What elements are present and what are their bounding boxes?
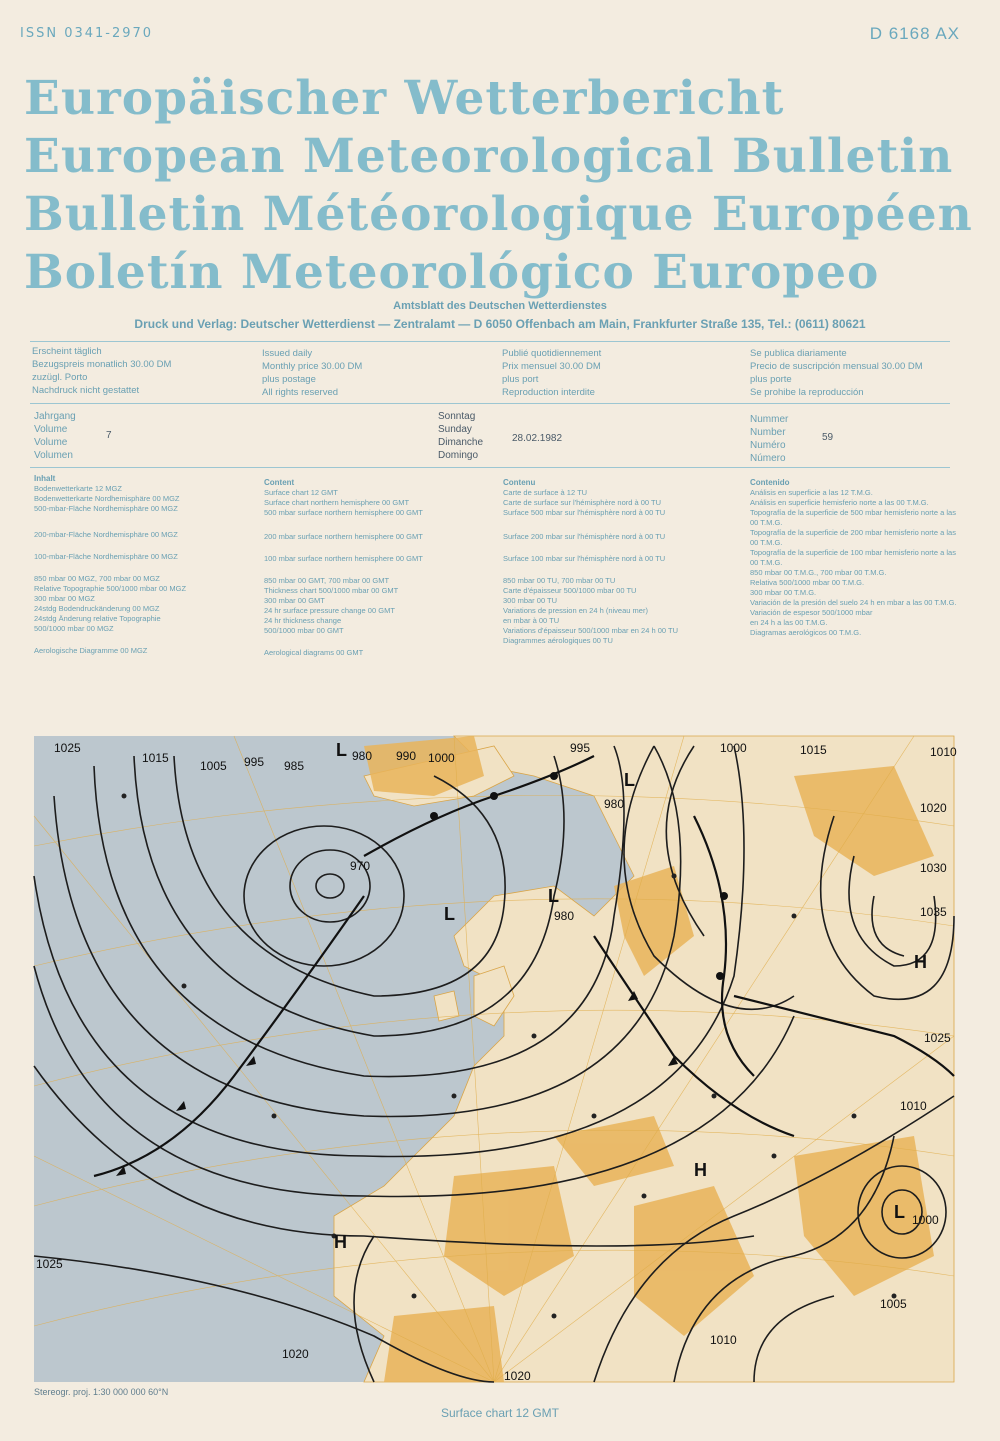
occluded-front-bump [720, 892, 728, 900]
title-german: Europäischer Wetterbericht [24, 71, 785, 126]
divider [30, 341, 950, 342]
isobar-label: 1025 [54, 741, 81, 755]
contents-fr: Contenu Carte de surface à 12 TU Carte de surface sur l'hémisphère nord à 00 TU Surface 500 mbar sur l'hémisphère nord à 00 TU Surface 200 mbar sur l'hémisphère nord à 00 TU Surface 100 mbar sur l'hémisphère nord à 00 TU 850 mbar 00 TU, 700 mbar 00 TU Carte d'épaisseur 500/1000 mbar 00 TU 300 mbar 00 TU Variations de pression en 24 h (niveau mer) en mbar à 00 TU Variations d'épaisseur 500/1000 mbar en 24 h 00 TU Diagrammes aérologiques 00 TU [503, 478, 679, 645]
title-spanish: Boletín Meteorológico Europeo [24, 245, 880, 300]
low-pressure-center: L [894, 1202, 905, 1222]
isobar-label: 1000 [912, 1213, 939, 1227]
publication-code: D 6168 AX [869, 24, 960, 43]
isobar-label: 980 [604, 797, 625, 811]
isobar-label: 1010 [930, 745, 957, 759]
issn: ISSN 0341-2970 [20, 26, 154, 41]
surface-weather-map [34, 736, 957, 1383]
contents-es: Contenido Análisis en superficie a las 12 T.M.G. Análisis en superficie hemisferio norte a las 00 T.M.G. Topografía de la superficie de 500 mbar hemisferio norte a las 00 T.M.G. Topografía de la superficie de 200 mbar hemisferio norte a las 00 T.M.G. Topografía de la superficie de 100 mbar hemisferio norte a las 00 T.M.G. 850 mbar 00 T.M.G., 700 mbar 00 T.M.G. Relativa 500/1000 mbar 00 T.M.G. 300 mbar 00 T.M.G. Variación de la presión del suelo 24 h en mbar a las 00 T.M.G. Variación de espesor 500/1000 mbar en 24 h a las 00 T.M.G. Diagramas aerológicos 00 T.M.G. [750, 478, 957, 637]
isobar-label: 1020 [282, 1347, 309, 1361]
isobar-label: 995 [570, 741, 591, 755]
station-marker [122, 794, 127, 799]
station-marker [672, 874, 677, 879]
isobar-label: 980 [554, 909, 575, 923]
station-marker [412, 1294, 417, 1299]
station-marker [642, 1194, 647, 1199]
low-pressure-center: L [548, 886, 559, 906]
isobar-label: 1015 [142, 751, 169, 765]
issue-number: 59 [822, 432, 834, 443]
map-projection: Stereogr. proj. 1:30 000 000 60°N [34, 1387, 169, 1397]
station-marker [272, 1114, 277, 1119]
number-labels: Nummer Number Numéro Número [750, 414, 789, 464]
contents-de: Inhalt Bodenwetterkarte 12 MGZ Bodenwetterkarte Nordhemisphäre 00 MGZ 500-mbar-Fläche Nordhemisphäre 00 MGZ 200-mbar-Fläche Nordhemisphäre 00 MGZ 100-mbar-Fläche Nordhemisphäre 00 MGZ 850 mbar 00 MGZ, 700 mbar 00 MGZ Relative Topographie 500/1000 mbar 00 MGZ 300 mbar 00 MGZ 24stdg Bodendruckänderung 00 MGZ 24stdg Änderung relative Topographie 500/1000 mbar 00 MGZ Aerologische Diagramme 00 MGZ [34, 474, 187, 655]
isobar-label: 1010 [710, 1333, 737, 1347]
isobar-label: 970 [350, 859, 371, 873]
occluded-front-bump [716, 972, 724, 980]
title-english: European Meteorological Bulletin [24, 129, 954, 184]
subscription-en: Issued daily Monthly price 30.00 DM plus postage All rights reserved [262, 348, 363, 398]
station-marker [772, 1154, 777, 1159]
isobar-label: 1000 [720, 741, 747, 755]
volume-labels: Jahrgang Volume Volume Volumen [34, 411, 76, 461]
low-pressure-center: L [336, 740, 347, 760]
isobar-label: 980 [352, 749, 373, 763]
isobar-label: 1025 [36, 1257, 63, 1271]
isobar-label: 1010 [900, 1099, 927, 1113]
isobar-label: 1020 [504, 1369, 531, 1383]
warm-front-bump [490, 792, 498, 800]
warm-front-bump [550, 772, 558, 780]
station-marker [452, 1094, 457, 1099]
isobar-label: 1030 [920, 861, 947, 875]
volume-value: 7 [106, 430, 112, 441]
high-pressure-center: H [694, 1160, 707, 1180]
publisher-address: Druck und Verlag: Deutscher Wetterdienst — Zentralamt — D 6050 Offenbach am Main, Frankfurter Straße 135, Tel.: (0611) 80621 [134, 317, 866, 331]
title-french: Bulletin Météorologique Européen [24, 187, 973, 242]
high-pressure-center: H [334, 1232, 347, 1252]
isobar-label: 985 [284, 759, 305, 773]
isobar-label: 1025 [924, 1031, 951, 1045]
station-marker [182, 984, 187, 989]
station-marker [532, 1034, 537, 1039]
isobar-label: 1020 [920, 801, 947, 815]
station-marker [852, 1114, 857, 1119]
contents-en: Content Surface chart 12 GMT Surface chart northern hemisphere 00 GMT 500 mbar surface northern hemisphere 00 GMT 200 mbar surface northern hemisphere 00 GMT 100 mbar surface northern hemisphere 00 GMT 850 mbar 00 GMT, 700 mbar 00 GMT Thickness chart 500/1000 mbar 00 GMT 300 mbar 00 GMT 24 hr surface pressure change 00 GMT 24 hr thickness change 500/1000 mbar 00 GMT Aerological diagrams 00 GMT [264, 478, 423, 657]
isobar-label: 995 [244, 755, 265, 769]
subscription-de: Erscheint täglich Bezugspreis monatlich 30.00 DM zuzügl. Porto Nachdruck nicht gestattet [32, 346, 172, 396]
official-gazette: Amtsblatt des Deutschen Wetterdienstes [393, 300, 607, 312]
station-marker [592, 1114, 597, 1119]
isobar-label: 1005 [880, 1297, 907, 1311]
isobar-label: 1015 [800, 743, 827, 757]
divider [30, 403, 950, 404]
map-caption: Surface chart 12 GMT [440, 1406, 560, 1420]
subscription-fr: Publié quotidiennement Prix mensuel 30.00 DM plus port Reproduction interdite [502, 348, 602, 398]
isobar-label: 1035 [920, 905, 947, 919]
high-pressure-center: H [914, 952, 927, 972]
warm-front-bump [430, 812, 438, 820]
station-marker [712, 1094, 717, 1099]
divider [30, 467, 950, 468]
station-marker [552, 1314, 557, 1319]
station-marker [792, 914, 797, 919]
isobar-label: 990 [396, 749, 417, 763]
low-pressure-center: L [444, 904, 455, 924]
surface-map-svg [34, 736, 957, 1383]
low-pressure-center: L [624, 770, 635, 790]
isobar-label: 1000 [428, 751, 455, 765]
day-labels: Sonntag Sunday Dimanche Domingo [438, 411, 484, 461]
isobar-label: 1005 [200, 759, 227, 773]
issue-date: 28.02.1982 [512, 433, 563, 444]
subscription-es: Se publica diariamente Precio de suscripción mensual 30.00 DM plus porte Se prohibe la reproducción [750, 348, 923, 398]
title-block [24, 70, 984, 302]
